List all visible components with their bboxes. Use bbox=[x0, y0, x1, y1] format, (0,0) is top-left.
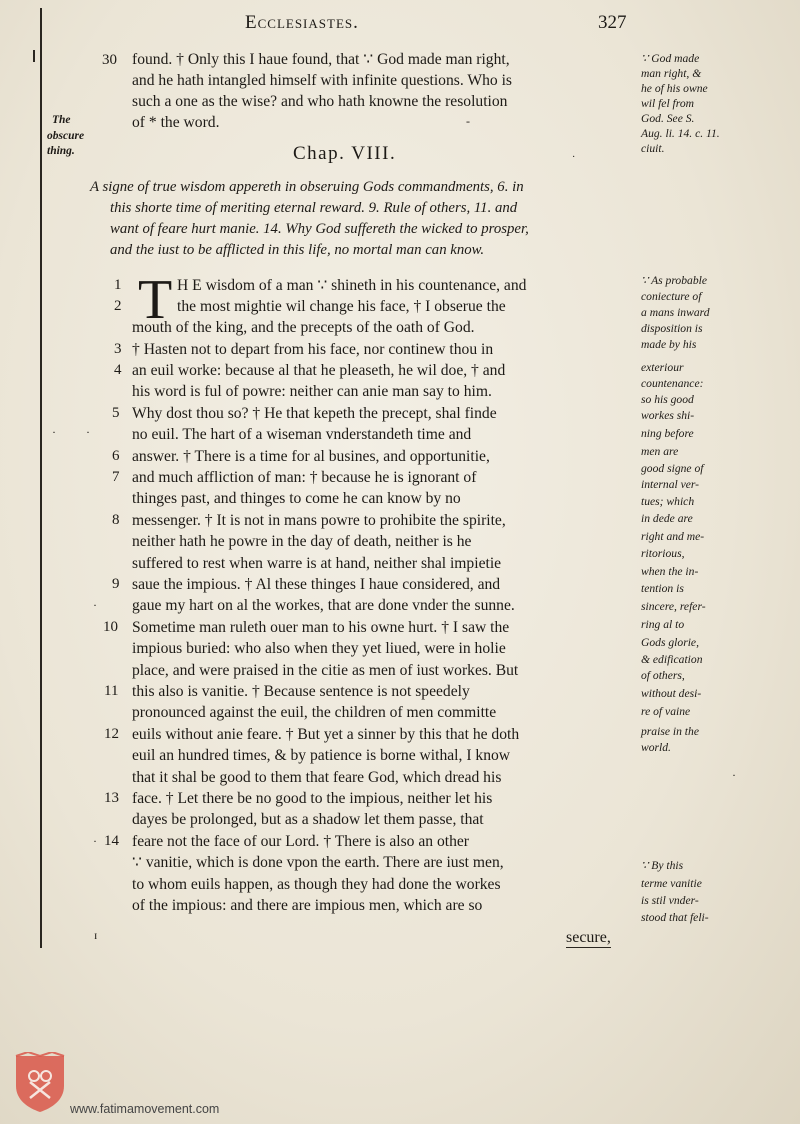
body-line: of * the word. bbox=[132, 114, 220, 131]
body-line: ∵ vanitie, which is done vpon the earth. There are iust men, bbox=[132, 854, 504, 871]
body-line: dayes be prolonged, but as a shadow let them passe, that bbox=[132, 811, 484, 828]
body-line: messenger. † It is not in mans powre to prohibite the spirite, bbox=[132, 512, 506, 529]
chapter-heading: Chap. VIII. bbox=[293, 143, 397, 164]
margin-note-line: workes shi- bbox=[641, 409, 695, 422]
margin-note-line: in dede are bbox=[641, 512, 693, 525]
margin-note-line: so his good bbox=[641, 393, 694, 406]
body-line: this also is vanitie. † Because sentence is not speedely bbox=[132, 683, 470, 700]
margin-note-line: good signe of bbox=[641, 462, 704, 475]
chapter-summary-line: and the iust to be afflicted in this life, no mortal man can know. bbox=[110, 242, 485, 258]
margin-note-line: of others, bbox=[641, 669, 685, 682]
verse-number: 12 bbox=[104, 726, 119, 742]
fatima-shield-logo-icon bbox=[12, 1052, 68, 1114]
body-line: his word is ful of powre: neither can anie man say to him. bbox=[132, 383, 492, 400]
verse-number: 5 bbox=[112, 405, 120, 421]
body-line: mouth of the king, and the precepts of the oath of God. bbox=[132, 319, 475, 336]
margin-note-line: ∵ God made bbox=[641, 52, 700, 65]
verse-number: 14 bbox=[104, 833, 119, 849]
body-line: gaue my hart on al the workes, that are done vnder the sunne. bbox=[132, 597, 515, 614]
margin-note-line: when the in- bbox=[641, 565, 699, 578]
margin-note-line: Gods glorie, bbox=[641, 636, 699, 649]
body-line: Why dost thou so? † He that kepeth the precept, shal finde bbox=[132, 405, 497, 422]
body-line: to whom euils happen, as though they had done the workes bbox=[132, 876, 501, 893]
verse-number: 2 bbox=[114, 298, 122, 314]
verse-number: 11 bbox=[104, 683, 119, 699]
chapter-summary-line: A signe of true wisdom appereth in obseruing Gods commandments, 6. in bbox=[90, 179, 524, 195]
margin-tick-mark bbox=[33, 50, 35, 62]
margin-note-line: internal ver- bbox=[641, 478, 700, 491]
drop-cap: T bbox=[138, 269, 173, 331]
body-line: no euil. The hart of a wiseman vnderstandeth time and bbox=[132, 426, 472, 443]
margin-note-line: ritorious, bbox=[641, 547, 685, 560]
margin-note-line: disposition is bbox=[641, 322, 703, 335]
verse-number: 3 bbox=[114, 341, 122, 357]
verse-number: 13 bbox=[104, 790, 119, 806]
margin-note-line: ring al to bbox=[641, 618, 685, 631]
margin-note-line: God. See S. bbox=[641, 112, 695, 125]
dot-mark: · bbox=[572, 152, 576, 163]
left-margin-note: obscure bbox=[47, 130, 85, 142]
body-line: pronounced against the euil, the children of men committe bbox=[132, 704, 497, 721]
dot-mark: · bbox=[93, 598, 97, 612]
body-line: answer. † There is a time for al busines, and opportunitie, bbox=[132, 448, 490, 465]
body-line: euil an hundred times, & by patience is borne withal, I know bbox=[132, 747, 511, 764]
margin-note-line: tues; which bbox=[641, 495, 695, 508]
running-title: Ecclesiastes. bbox=[245, 12, 359, 33]
body-line: and much affliction of man: † because he is ignorant of bbox=[132, 469, 477, 486]
body-line: feare not the face of our Lord. † There is also an other bbox=[132, 833, 470, 850]
left-border-rule bbox=[40, 8, 42, 948]
body-line: thinges past, and thinges to come he can know by no bbox=[132, 490, 461, 507]
body-line: neither hath he powre in the day of death, neither is he bbox=[132, 533, 472, 550]
body-line: an euil worke: because al that he pleaseth, he wil doe, † and bbox=[132, 362, 506, 379]
margin-note-line: a mans inward bbox=[641, 306, 710, 319]
dot-mark: · bbox=[93, 834, 97, 848]
margin-note-line: tention is bbox=[641, 582, 684, 595]
verse-number: 1 bbox=[114, 277, 122, 293]
margin-note-line: ning before bbox=[641, 427, 694, 440]
verse-number: 7 bbox=[112, 469, 120, 485]
footer-website: www.fatimamovement.com bbox=[70, 1102, 220, 1116]
chapter-summary-line: want of feare hurt manie. 14. Why God suffereth the wicked to prosper, bbox=[110, 221, 529, 237]
dot-mark: · bbox=[86, 425, 90, 439]
margin-note-line: ciuit. bbox=[641, 142, 665, 155]
body-line: saue the impious. † Al these thinges I haue considered, and bbox=[132, 576, 501, 593]
margin-note-line: stood that feli- bbox=[641, 911, 709, 924]
body-line: of the impious: and there are impious men, which are so bbox=[132, 897, 483, 914]
left-margin-note: thing. bbox=[47, 145, 75, 157]
margin-note-line: wil fel from bbox=[641, 97, 695, 110]
page-number: 327 bbox=[598, 12, 627, 33]
catchword: secure, bbox=[566, 929, 611, 946]
left-margin-note: The bbox=[52, 114, 71, 126]
margin-note-line: ∵ As probable bbox=[641, 274, 707, 287]
verse-number: 30 bbox=[102, 52, 117, 68]
verse-number: 8 bbox=[112, 512, 120, 528]
margin-note-line: terme vanitie bbox=[641, 877, 702, 890]
margin-note-line: world. bbox=[641, 741, 671, 754]
body-line: that it shal be good to them that feare God, which dread his bbox=[132, 769, 502, 786]
margin-note-line: ∵ By this bbox=[641, 859, 684, 872]
body-line: found. † Only this I haue found, that ∵ God made man right, bbox=[132, 51, 510, 68]
dot-mark: · bbox=[732, 768, 736, 782]
margin-note-line: sincere, refer- bbox=[641, 600, 706, 613]
body-line: the most mightie wil change his face, † I obserue the bbox=[177, 298, 506, 315]
margin-note-line: is stil vnder- bbox=[641, 894, 699, 907]
body-line: suffered to rest when warre is at hand, neither shal impietie bbox=[132, 555, 502, 572]
margin-note-line: re of vaine bbox=[641, 705, 691, 718]
verse-number: 6 bbox=[112, 448, 120, 464]
body-line: impious buried: who also when they yet liued, were in holie bbox=[132, 640, 506, 657]
body-line: Sometime man ruleth ouer man to his owne hurt. † I saw the bbox=[132, 619, 510, 636]
body-line: H E wisdom of a man ∵ shineth in his countenance, and bbox=[177, 277, 527, 294]
margin-note-line: man right, & bbox=[641, 67, 702, 80]
body-line: such a one as the wise? and who hath knowne the resolution bbox=[132, 93, 508, 110]
dot-mark: ɪ bbox=[94, 928, 98, 942]
body-line: euils without anie feare. † But yet a sinner by this that he doth bbox=[132, 726, 520, 743]
margin-note-line: without desi- bbox=[641, 687, 702, 700]
margin-note-line: countenance: bbox=[641, 377, 704, 390]
margin-note-line: made by his bbox=[641, 338, 697, 351]
verse-number: 9 bbox=[112, 576, 120, 592]
margin-note-line: & edification bbox=[641, 653, 703, 666]
body-line: face. † Let there be no good to the impious, neither let his bbox=[132, 790, 493, 807]
verse-number: 10 bbox=[103, 619, 118, 635]
margin-note-line: exteriour bbox=[641, 361, 684, 374]
body-line: and he hath intangled himself with infinite questions. Who is bbox=[132, 72, 512, 89]
margin-note-line: coniecture of bbox=[641, 290, 702, 303]
chapter-summary-line: this shorte time of meriting eternal reward. 9. Rule of others, 11. and bbox=[110, 200, 518, 216]
dash-mark: - bbox=[466, 114, 470, 128]
body-line: place, and were praised in the citie as men of iust workes. But bbox=[132, 662, 519, 679]
margin-note-line: he of his owne bbox=[641, 82, 708, 95]
dot-mark: · bbox=[52, 425, 56, 439]
margin-note-line: praise in the bbox=[641, 725, 699, 738]
margin-note-line: right and me- bbox=[641, 530, 705, 543]
body-line: † Hasten not to depart from his face, nor continew thou in bbox=[132, 341, 494, 358]
margin-note-line: men are bbox=[641, 445, 679, 458]
verse-number: 4 bbox=[114, 362, 122, 378]
margin-note-line: Aug. li. 14. c. 11. bbox=[641, 127, 720, 140]
